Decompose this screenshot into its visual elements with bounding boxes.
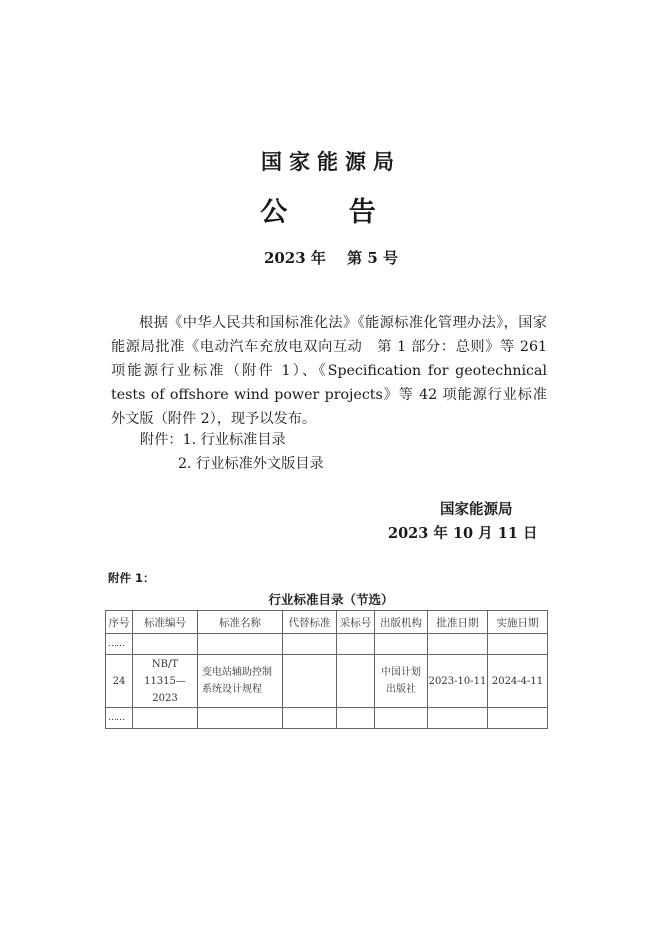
issuing-agency-title: 国家能源局 <box>261 150 401 174</box>
attachments-label: 附件： <box>140 432 183 448</box>
table-row-ellipsis <box>106 708 548 729</box>
table-row <box>106 655 548 708</box>
column-header: 出版机构 <box>375 611 428 634</box>
issue-number <box>0 247 662 268</box>
attachments-list <box>140 428 286 452</box>
issue-no: 第 5 号 <box>347 249 399 267</box>
signature-agency: 国家能源局 <box>440 501 513 518</box>
standards-table <box>105 610 548 729</box>
cell-publisher <box>375 655 428 708</box>
column-header: 采标号 <box>337 611 375 634</box>
attachment-item: 2. 行业标准外文版目录 <box>178 456 324 472</box>
column-header: 标准编号 <box>133 611 198 634</box>
column-header: 标准名称 <box>198 611 283 634</box>
column-header: 序号 <box>106 611 133 634</box>
table-title: 行业标准目录（节选） <box>268 592 394 607</box>
column-header: 代替标准 <box>283 611 337 634</box>
cell-name <box>198 655 283 708</box>
announcement-paragraph: 根据《中华人民共和国标准化法》《能源标准化管理办法》，国家能源局批准《电动汽车充放电双向互动 第 1 部分：总则》等 261 项能源行业标准（附件 1）、《Specification for geotechnical tests of offshore wind power projects》等 42 项能源行业标准外文版（附件 2），现予以发布。 <box>111 315 547 427</box>
table-header-row <box>106 611 548 634</box>
attachment-item: 1. 行业标准目录 <box>182 432 286 448</box>
appendix-label: 附件 1： <box>108 571 155 585</box>
cell-code-line1: NB/T <box>151 658 179 670</box>
table-row-ellipsis <box>106 634 548 655</box>
column-header: 实施日期 <box>488 611 548 634</box>
cell-effective-date: 2024-4-11 <box>488 655 548 708</box>
issue-year: 2023 年 <box>263 249 326 267</box>
cell-code-line2: 11315—2023 <box>144 675 186 704</box>
ellipsis-cell: …… <box>106 708 133 729</box>
cell-replaces <box>283 655 337 708</box>
cell-publisher-line1: 中国计划 <box>381 667 421 678</box>
cell-seq: 24 <box>106 655 133 708</box>
cell-publisher-line2: 出版社 <box>386 684 416 695</box>
column-header: 批准日期 <box>428 611 488 634</box>
cell-name-line1: 变电站辅助控制 <box>202 667 272 678</box>
announcement-body <box>111 311 547 431</box>
signature-date: 2023 年 10 月 11 日 <box>388 525 538 542</box>
cell-code <box>133 655 198 708</box>
cell-name-line2: 系统设计规程 <box>202 684 262 695</box>
document-type-title: 公 告 <box>260 197 402 228</box>
cell-approval-date: 2023-10-11 <box>428 655 488 708</box>
ellipsis-cell: …… <box>106 634 133 655</box>
cell-adopted <box>337 655 375 708</box>
